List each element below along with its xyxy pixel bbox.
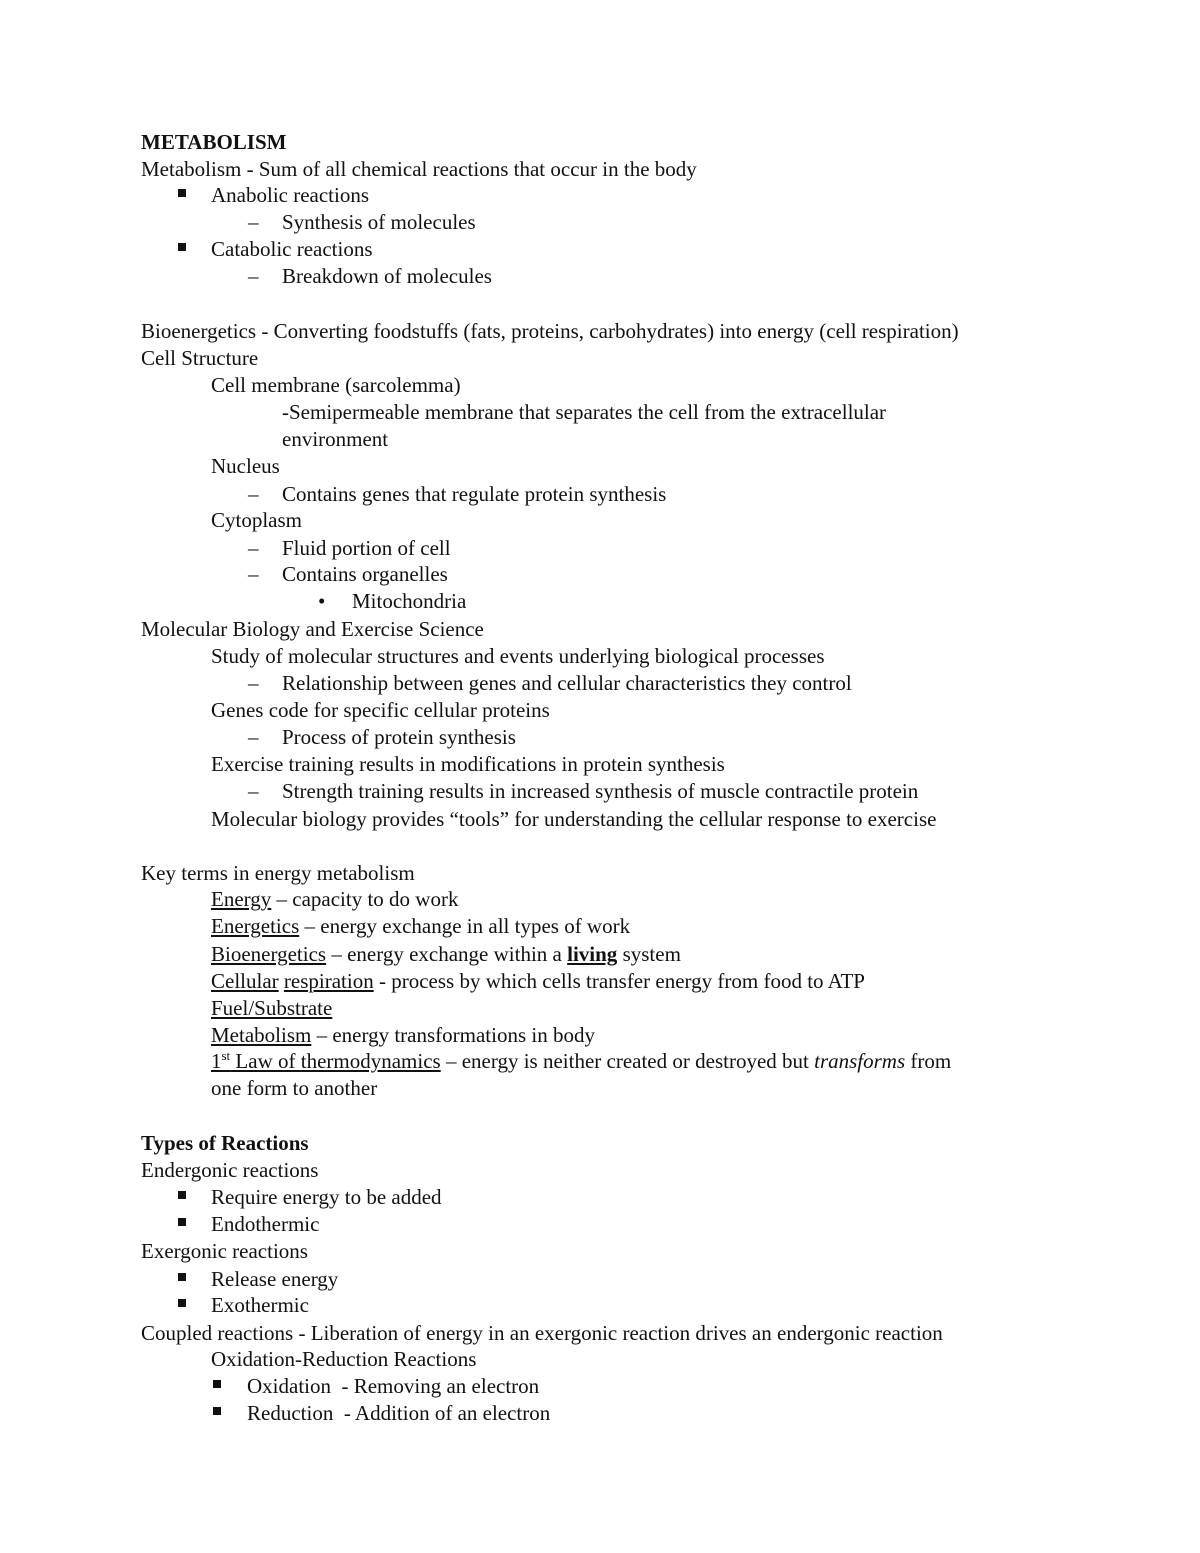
term-definition: - process by which cells transfer energy from food to ATP [373, 969, 865, 993]
term-cellular-respiration [211, 968, 865, 995]
emphasis-living: living [567, 942, 618, 966]
dash-icon: – [248, 482, 259, 506]
redox-heading: Oxidation-Reduction Reactions [211, 1347, 477, 1371]
metabolism-definition: Metabolism - Sum of all chemical reactions that occur in the body [141, 157, 697, 181]
term-definition: – energy exchange within a [326, 942, 568, 966]
types-heading: Types of Reactions [141, 1131, 309, 1155]
list-item: Study of molecular structures and events underlying biological processes [211, 644, 825, 668]
term-label: Bioenergetics [211, 942, 327, 966]
term-metabolism [211, 1022, 595, 1049]
term-definition: – energy transformations in body [311, 1023, 595, 1047]
term-energy [211, 886, 458, 913]
term-label-cont: respiration [283, 969, 374, 993]
dash-icon: – [248, 779, 259, 803]
page-title: METABOLISM [141, 130, 287, 154]
law-ordinal: st [221, 1048, 231, 1063]
list-subitem: Synthesis of molecules [282, 210, 476, 234]
emphasis-transforms: transforms [814, 1049, 906, 1073]
square-bullet-icon [178, 243, 186, 251]
term-label: Energetics [211, 914, 300, 938]
term-label: Energy [211, 887, 272, 911]
dash-icon: – [248, 725, 259, 749]
term-definition-end: from [905, 1049, 952, 1073]
cell-membrane: Cell membrane (sarcolemma) [211, 373, 461, 397]
molecular-heading: Molecular Biology and Exercise Science [141, 617, 484, 641]
square-bullet-icon [178, 1191, 186, 1199]
list-subitem: Strength training results in increased synthesis of muscle contractile protein [282, 779, 919, 803]
term-label [211, 1049, 441, 1073]
list-item: Exothermic [211, 1293, 309, 1317]
list-subitem: Contains organelles [282, 562, 448, 586]
list-item: Catabolic reactions [211, 237, 373, 261]
list-item: Require energy to be added [211, 1185, 442, 1209]
term-label: Cellular [211, 969, 279, 993]
dash-icon: – [248, 536, 259, 560]
term-bioenergetics [211, 941, 681, 968]
membrane-description-cont: environment [282, 427, 389, 451]
law-number: 1 [211, 1049, 222, 1073]
list-item: Exercise training results in modifications in protein synthesis [211, 752, 725, 776]
term-label: Fuel/Substrate [211, 996, 333, 1020]
list-item: Release energy [211, 1267, 339, 1291]
dash-icon: – [248, 264, 259, 288]
term-fuel [211, 995, 332, 1022]
term-energetics [211, 913, 630, 940]
term-definition: – energy is neither created or destroyed but [440, 1049, 815, 1073]
term-definition-end: system [617, 942, 681, 966]
term-label: Metabolism [211, 1023, 312, 1047]
endergonic-heading: Endergonic reactions [141, 1158, 319, 1182]
square-bullet-icon [213, 1380, 221, 1388]
list-item: Anabolic reactions [211, 183, 370, 207]
list-subitem: Contains genes that regulate protein synthesis [282, 482, 667, 506]
membrane-description: -Semipermeable membrane that separates the cell from the extracellular [282, 400, 887, 424]
cytoplasm: Cytoplasm [211, 508, 303, 532]
list-item: Oxidation - Removing an electron [247, 1374, 540, 1398]
dash-icon: – [248, 210, 259, 234]
list-subitem: Breakdown of molecules [282, 264, 492, 288]
dash-icon: – [248, 562, 259, 586]
term-definition: – energy exchange in all types of work [299, 914, 631, 938]
list-item: Genes code for specific cellular proteins [211, 698, 550, 722]
square-bullet-icon [178, 1299, 186, 1307]
term-definition: – capacity to do work [271, 887, 459, 911]
list-subitem: Process of protein synthesis [282, 725, 516, 749]
nucleus: Nucleus [211, 454, 280, 478]
list-subitem: Fluid portion of cell [282, 536, 451, 560]
round-bullet-icon: • [318, 589, 326, 613]
bioenergetics-line: Bioenergetics - Converting foodstuffs (fats, proteins, carbohydrates) into energy (cell respiration) [141, 319, 959, 343]
list-item: Molecular biology provides “tools” for understanding the cellular response to exercise [211, 807, 937, 831]
square-bullet-icon [178, 189, 186, 197]
dash-icon: – [248, 671, 259, 695]
square-bullet-icon [178, 1273, 186, 1281]
cell-structure-heading: Cell Structure [141, 346, 259, 370]
square-bullet-icon [178, 1218, 186, 1226]
exergonic-heading: Exergonic reactions [141, 1239, 308, 1263]
square-bullet-icon [213, 1407, 221, 1415]
coupled-reactions: Coupled reactions - Liberation of energy in an exergonic reaction drives an endergonic reaction [141, 1321, 943, 1345]
list-subitem: Mitochondria [352, 589, 467, 613]
law-title: Law of thermodynamics [230, 1049, 441, 1073]
term-first-law [211, 1048, 951, 1075]
list-subitem: Relationship between genes and cellular characteristics they control [282, 671, 852, 695]
list-item: Endothermic [211, 1212, 320, 1236]
key-terms-heading: Key terms in energy metabolism [141, 861, 415, 885]
term-first-law-cont: one form to another [211, 1076, 378, 1100]
list-item: Reduction - Addition of an electron [247, 1401, 551, 1425]
